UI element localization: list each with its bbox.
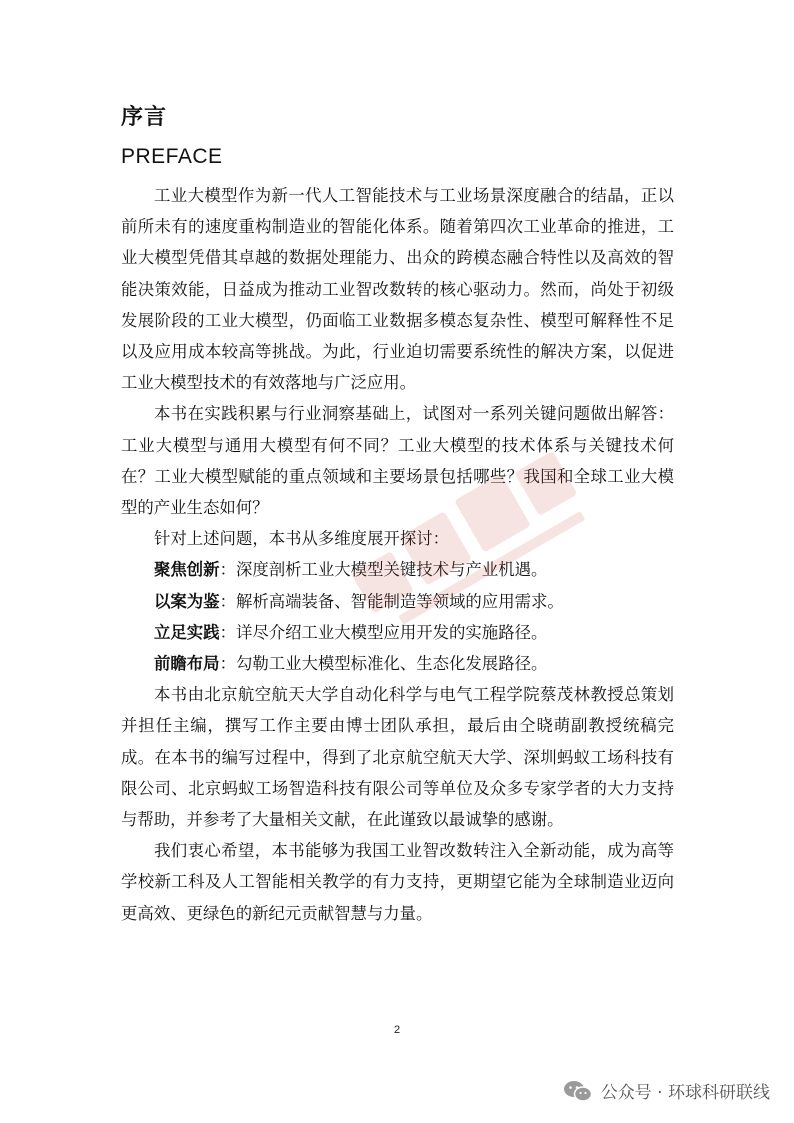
focus-text: ：解析高端装备、智能制造等领域的应用需求。 (219, 591, 564, 611)
focus-term: 以案为鉴 (154, 591, 220, 611)
focus-item-practice (121, 617, 674, 648)
focus-text: ：勾勒工业大模型标准化、生态化发展路径。 (219, 654, 548, 674)
focus-term: 立足实践 (154, 622, 220, 642)
focus-term: 聚焦创新 (154, 560, 220, 580)
paragraph-questions: 本书在实践积累与行业洞察基础上，试图对一系列关键问题做出解答：工业大模型与通用大模型有何不同？工业大模型的技术体系与关键技术何在？工业大模型赋能的重点领域和主要场景包括哪些？我国和全球工业大模型的产业生态如何？ (121, 404, 674, 518)
page-number: 2 (393, 1024, 401, 1036)
footer-account-label: 公众号 · 环球科研联线 (600, 1083, 770, 1103)
wechat-icon (563, 1079, 593, 1103)
focus-text: ：详尽介绍工业大模型应用开发的实施路径。 (219, 622, 548, 642)
wechat-account-badge (563, 1078, 770, 1103)
paragraph-approach: 针对上述问题，本书从多维度展开探讨： (154, 529, 450, 549)
preface-body (121, 180, 674, 929)
title-chinese: 序言 (121, 105, 168, 130)
title-english: PREFACE (121, 145, 223, 168)
focus-item-innovation (121, 554, 674, 585)
paragraph-acknowledgement: 本书由北京航空航天大学自动化科学与电气工程学院蔡茂林教授总策划并担任主编，撰写工作主要由博士团队承担，最后由仝晓萌副教授统稿完成。在本书的编写过程中，得到了北京航空航天大学、深圳蚂蚁工场科技有限公司、北京蚂蚁工场智造科技有限公司等单位及众多专家学者的大力支持与帮助，并参考了大量相关文献，在此谨致以最诚挚的感谢。 (121, 685, 674, 830)
focus-text: ：深度剖析工业大模型关键技术与产业机遇。 (219, 560, 548, 580)
focus-term: 前瞻布局 (154, 654, 220, 674)
focus-item-outlook (121, 648, 674, 679)
paragraph-closing: 我们衷心希望，本书能够为我国工业智改数转注入全新动能，成为高等学校新工科及人工智能相关教学的有力支持，更期望它能为全球制造业迈向更高效、更绿色的新纪元贡献智慧与力量。 (121, 841, 674, 923)
focus-item-cases (121, 586, 674, 617)
paragraph-intro: 工业大模型作为新一代人工智能技术与工业场景深度融合的结晶，正以前所未有的速度重构制造业的智能化体系。随着第四次工业革命的推进，工业大模型凭借其卓越的数据处理能力、出众的跨模态融合特性以及高效的智能决策效能，日益成为推动工业智改数转的核心驱动力。然而，尚处于初级发展阶段的工业大模型，仍面临工业数据多模态复杂性、模型可解释性不足以及应用成本较高等挑战。为此，行业迫切需要系统性的解决方案，以促进工业大模型技术的有效落地与广泛应用。 (121, 186, 674, 393)
